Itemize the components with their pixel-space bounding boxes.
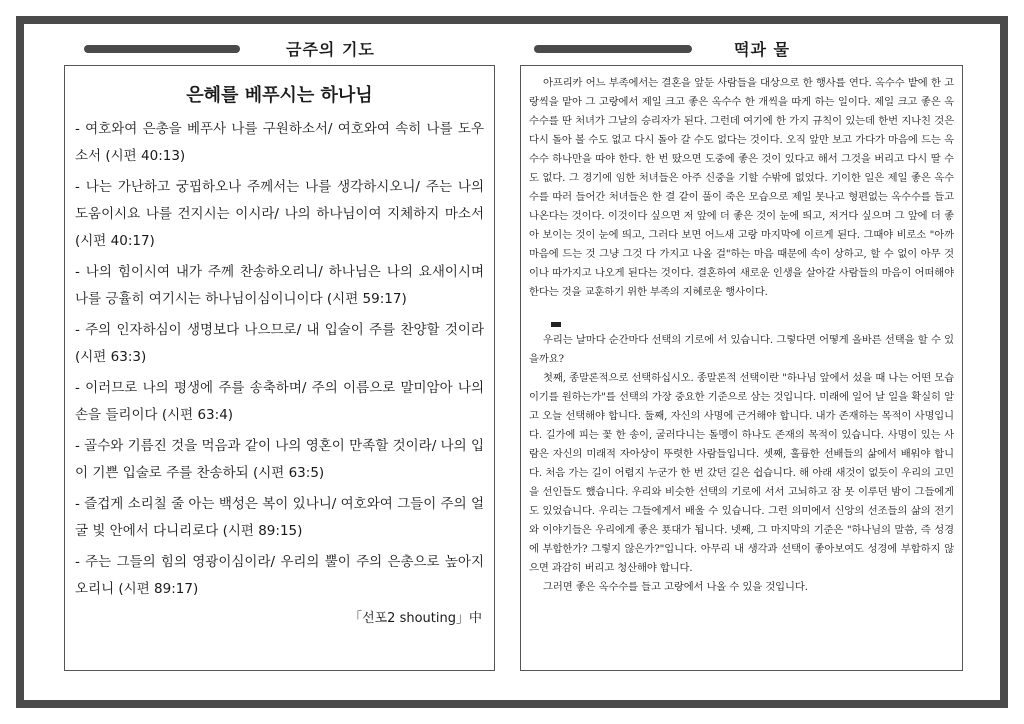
prayer-box: [64, 65, 495, 671]
verse-item: - 나의 힘이시여 내가 주께 찬송하오리니/ 하나님은 나의 요새이시며 나를 긍휼히 여기시는 하나님이심이니이다 (시편 59:17): [75, 264, 484, 307]
left-header-bar: [84, 45, 240, 53]
verse-item: - 주의 인자하심이 생명보다 나으므로/ 내 입술이 주를 찬양할 것이라 (시편 63:3): [75, 322, 484, 365]
right-header-bar: [534, 45, 692, 53]
verse-item: - 이러므로 나의 평생에 주를 송축하며/ 주의 이름으로 말미암아 나의 손을 들리이다 (시편 63:4): [75, 380, 484, 423]
essay-paragraph: 그러면 좋은 옥수수를 들고 고랑에서 나올 수 있을 것입니다.: [543, 581, 808, 593]
verse-item: - 골수와 기름진 것을 먹음과 같이 나의 영혼이 만족할 것이라/ 나의 입이 기쁜 입술로 주를 찬송하되 (시편 63:5): [75, 438, 484, 481]
verse-item: - 주는 그들의 힘의 영광이심이라/ 우리의 뿔이 주의 은총으로 높아지오리니 (시편 89:17): [75, 554, 484, 597]
prayer-source: 「선포2 shouting」中: [349, 611, 482, 626]
section-marker: [551, 322, 561, 327]
verse-item: - 나는 가난하고 궁핍하오나 주께서는 나를 생각하시오니/ 주는 나의 도움이시요 나를 건지시는 이시라/ 나의 하나님이여 지체하지 마소서 (시편 40:17): [75, 179, 484, 249]
story-paragraph: 아프리카 어느 부족에서는 결혼을 앞둔 사람들을 대상으로 한 행사를 연다. 옥수수 밭에 한 고랑씩을 맡아 그 고랑에서 제일 크고 좋은 옥수수 한 개씩을 따게 하는 일이다. 제일 크고 좋은 옥수수를 딴 처녀가 그날의 승리자가 된다. 그런데 여기에 한 가지 규칙이 있는데 한번 지나친 것은 다시 돌아 볼 수도 없고 다시 돌아 갈 수도 없다는 것이다. 오직 앞만 보고 가다가 마음에 드는 옥수수 하나만을 따야 한다. 한 번 땄으면 도중에 좋은 것이 있다고 해서 그것을 버리고 다시 딸 수도 없다. 그 경기에 임한 처녀들은 아주 신중을 기할 수밖에 없었다. 기이한 일은 제일 좋은 옥수수를 따러 들어간 처녀들은 한 결 같이 풀이 죽은 모습으로 제일 못나고 형편없는 옥수수를 들고 나온다는 것이다. 이것이다 싶으면 저 앞에 더 좋은 것이 눈에 띄고, 저거다 싶으며 그 앞에 더 좋아 보이는 것이 눈에 띄고, 그러다 보면 어느새 고랑 마지막에 이르게 된다. 그때야 비로소 "아까 마음에 드는 것 그냥 그것 다 가지고 나올 걸"하는 마음 때문에 속이 상하고, 할 수 없이 아무 것이나 따가지고 나오게 된다는 것이다. 결혼하여 새로운 인생을 살아갈 사람들의 마음이 어떠해야 한다는 것을 교훈하기 위한 부족의 지혜로운 행사이다.: [529, 77, 954, 298]
essay-paragraph: 우리는 날마다 순간마다 선택의 기로에 서 있습니다. 그렇다면 어떻게 올바른 선택을 할 수 있을까요?: [529, 334, 954, 365]
prayer-title: 은혜를 베푸시는 하나님: [186, 85, 373, 106]
left-header: [80, 37, 500, 61]
right-header: [530, 37, 960, 61]
essay-box: [520, 65, 963, 671]
left-header-title: 금주의 기도: [286, 40, 375, 59]
essay-paragraph: 첫째, 종말론적으로 선택하십시오. 종말론적 선택이란 "하나님 앞에서 섰을 때 나는 어떤 모습이기를 원하는가"를 선택의 가장 중요한 기준으로 삼는 것입니다. 미래에 일어 날 일을 확실히 알고 오늘 선택해야 합니다. 둘째, 자신의 사명에 근거해야 합니다. 내가 존재하는 목적이 사명입니다. 길가에 피는 꽃 한 송이, 굴러다니는 돌멩이 하나도 존재의 목적이 있습니다. 사명이 있는 사람은 자신의 미래적 자아상이 뚜렷한 사람들입니다. 셋째, 훌륭한 선배들의 삶에서 배워야 합니다. 처음 가는 길이 어렵지 누군가 한 번 갔던 길은 쉽습니다. 해 아래 새것이 없듯이 우리의 고민을 선인들도 했습니다. 우리와 비슷한 선택의 기로에 서서 고뇌하고 잠 못 이루던 밤이 그들에게도 있었습니다. 우리는 그들에게서 배울 수 있습니다. 그런 의미에서 신앙의 선조들의 삶의 전기와 이야기들은 우리에게 좋은 푯대가 됩니다. 넷째, 그 마지막의 기준은 "하나님의 말씀, 즉 성경에 부합한가? 그렇지 않은가?"입니다. 아무리 내 생각과 선택이 좋아보여도 성경에 부합하지 않으면 과감히 버리고 청산해야 합니다.: [529, 372, 954, 574]
right-header-title: 떡과 물: [734, 40, 790, 59]
verse-item: - 여호와여 은총을 베푸사 나를 구원하소서/ 여호와여 속히 나를 도우소서 (시편 40:13): [75, 121, 484, 164]
verse-item: - 즐겁게 소리칠 줄 아는 백성은 복이 있나니/ 여호와여 그들이 주의 얼굴 빛 안에서 다니리로다 (시편 89:15): [75, 496, 484, 539]
